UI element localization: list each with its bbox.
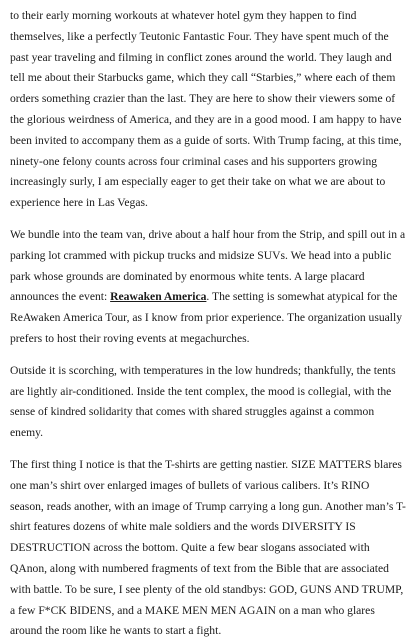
paragraph-tent-atmosphere: Outside it is scorching, with temperatures in the low hundreds; thankfully, the tents are lightly air-conditioned. Inside the tent complex, the mood is collegial, with the sense of kindred solidarity that comes with shared struggles against a common enemy. <box>10 363 396 440</box>
paragraph-workouts: to their early morning workouts at whatever hotel gym they happen to find themselves, like a perfectly Teutonic Fantastic Four. They have spent much of the past year traveling and filming in conflict zones around the world. They laugh and tell me about their Starbucks game, which they call “Starbies,” where each of them orders something crazier than the last. They are here to show their viewers some of the glorious weirdness of America, and they are in a good mood. I am happy to have been invited to accompany them as a guide of sorts. With Trump facing, at this time, ninety-one felony counts across four criminal cases and his supporters growing increasingly surly, I am especially eager to get their take on what we are about to experience here in Las Vegas. <box>10 9 402 210</box>
paragraph-text: . The setting is somewhat atypical for the ReAwaken America Tour, as I know from prior experience. The organization usually prefers to host their roving events at megachurches. <box>10 290 403 345</box>
paragraph-reawaken-event <box>10 225 406 350</box>
paragraph-text: We bundle into the team van, drive about a half hour from the Strip, and spill out in a parking lot crammed with pickup trucks and midsize SUVs. We head into a public park whose grounds are dominated by enormous white tents. A large placard announces the event: <box>10 227 406 304</box>
paragraph-tshirts: The first thing I notice is that the T-shirts are getting nastier. SIZE MATTERS blares one man’s shirt over enlarged images of bullets of various calibers. It’s RINO season, reads another, with an image of Trump carrying a long gun. Another man’s T-shirt features dozens of white male soldiers and the words DIVERSITY IS DESTRUCTION across the bottom. Quite a few bear slogans associated with QAnon, along with numbered fragments of text from the Bible that are associated with battle. To be sure, I see plenty of the old standbys: GOD, GUNS AND TRUMP, a few F*CK BIDENS, and a MAKE MEN MEN AGAIN on a man who glares around the room like he wants to start a fight. <box>10 457 406 638</box>
reawaken-america-link[interactable]: Reawaken America <box>110 290 207 304</box>
